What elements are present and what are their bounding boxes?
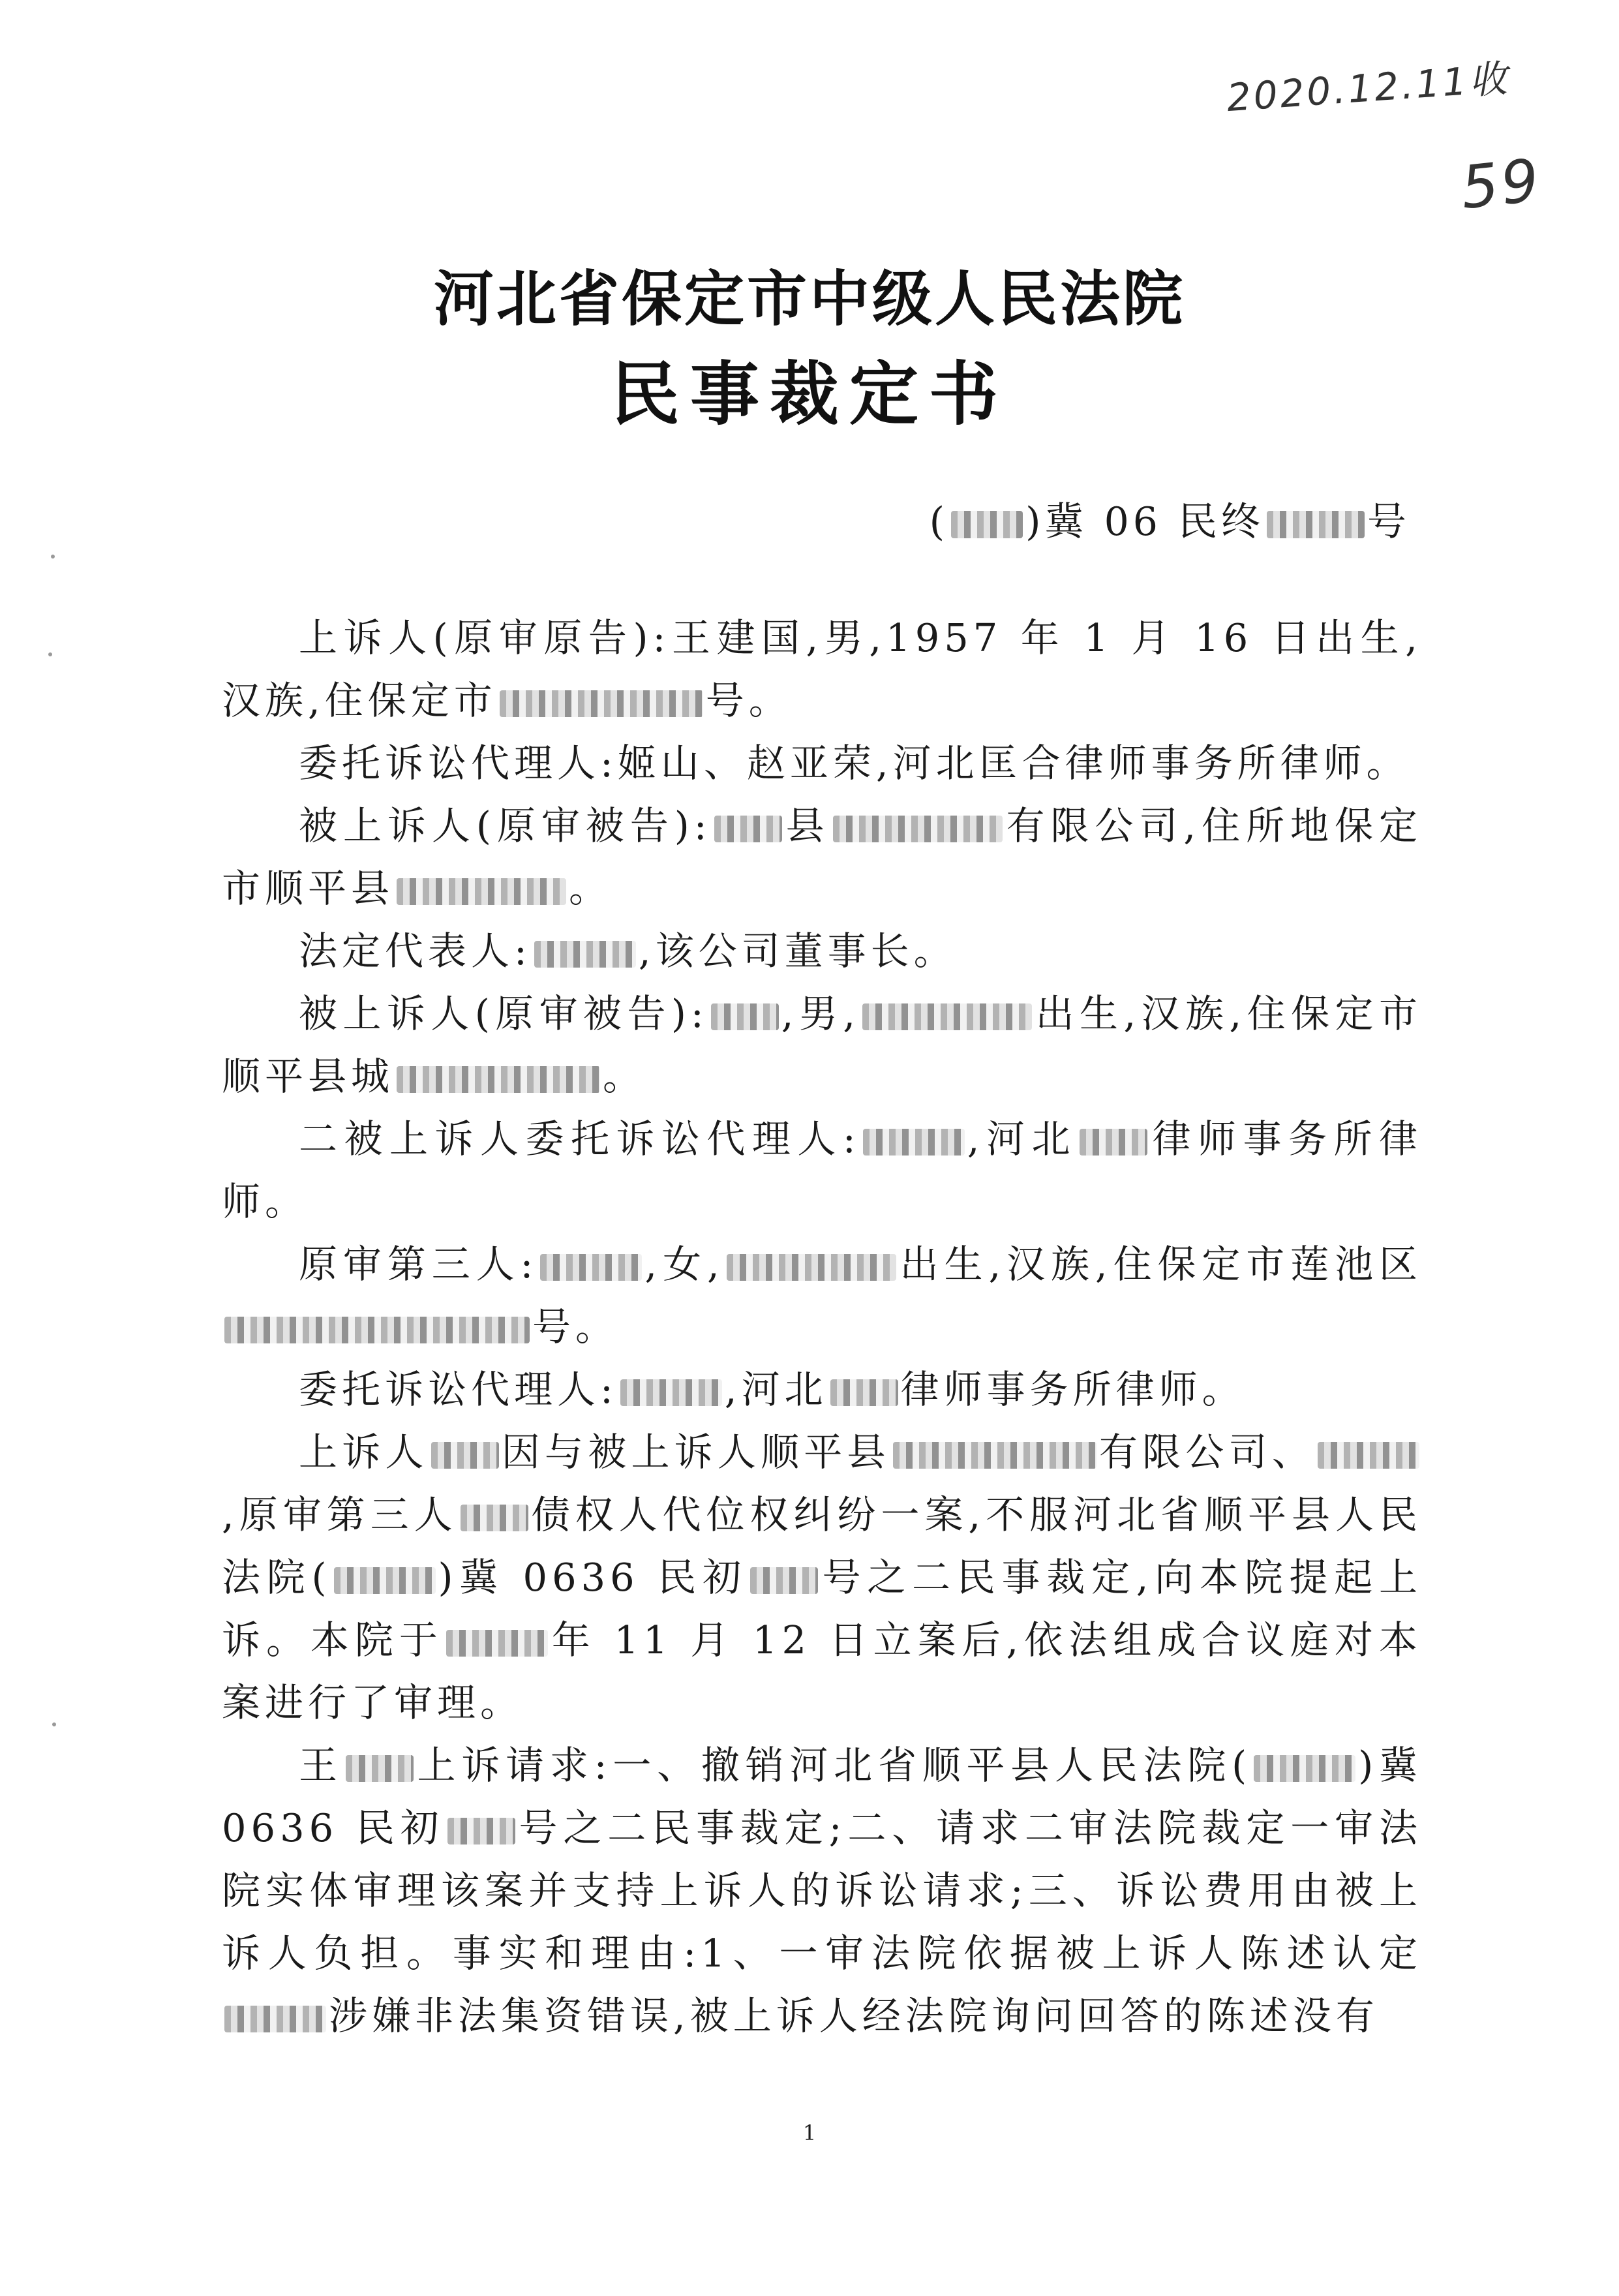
body-paragraph — [222, 1734, 1422, 2047]
paragraph-text: 有限公司、 — [1098, 1430, 1315, 1475]
redacted-text — [224, 1317, 530, 1343]
redacted-text — [534, 941, 636, 968]
redacted-text — [346, 1755, 414, 1782]
case-number-text-2: 号 — [1367, 499, 1410, 545]
body-paragraph — [222, 1233, 1422, 1358]
paragraph-text: 号之二民事裁定;二、请求二审法院裁定一审法院实体审理该案并支持上诉人的诉讼请求;三、诉讼费用由被上诉人负担。事实和理由:1、一审法院依据被上诉人陈述认定 — [222, 1805, 1422, 1976]
body-paragraph — [222, 1421, 1422, 1734]
redacted-text — [397, 878, 566, 905]
redacted-text — [540, 1254, 642, 1281]
paragraph-text: 被上诉人(原审被告): — [299, 991, 708, 1036]
body-paragraph — [222, 1358, 1422, 1421]
paragraph-text: ,男, — [781, 991, 860, 1036]
redacted-text — [431, 1442, 499, 1469]
page-number: 1 — [802, 2120, 817, 2145]
case-number-text-1: )冀 06 民终 — [1025, 499, 1264, 545]
paragraph-text: 律师事务所律师。 — [900, 1367, 1245, 1412]
paragraph-text: 委托诉讼代理人: — [299, 1367, 618, 1412]
redacted-text — [862, 1003, 1032, 1030]
handwritten-number: 59 — [1457, 145, 1545, 223]
redacted-text — [863, 1129, 965, 1156]
paragraph-text: 有限公司,住所地保定市顺平县 — [222, 803, 1422, 911]
handwritten-receipt-date: 2020.12.11收 — [1225, 55, 1511, 121]
scan-speck — [52, 1722, 56, 1726]
redacted-text — [1080, 1129, 1147, 1156]
scan-speck — [48, 652, 52, 656]
body-paragraph — [222, 732, 1422, 795]
redacted-text — [397, 1066, 600, 1093]
redacted-text — [446, 1630, 548, 1657]
paragraph-text: 。 — [569, 866, 613, 911]
paragraph-text: 涉嫌非法集资错误,被上诉人经法院询问回答的陈述没有 — [329, 1993, 1379, 2038]
paragraph-text: )冀 0636 民初 — [222, 1743, 1422, 1850]
redacted-text — [714, 816, 782, 842]
paragraph-text: 律师事务所律师。 — [222, 1116, 1422, 1224]
paragraph-text: 县 — [784, 803, 830, 848]
redacted-text — [830, 1379, 898, 1406]
body-paragraph — [222, 795, 1422, 920]
paragraph-text: 出生,汉族,住保定市莲池区 — [898, 1242, 1422, 1287]
redacted-text — [620, 1379, 722, 1406]
paragraph-text: 号。 — [705, 678, 792, 723]
paragraph-text: 号。 — [532, 1304, 619, 1349]
redacted-text — [334, 1567, 436, 1594]
redacted-text — [727, 1254, 896, 1281]
body-paragraph — [222, 607, 1422, 732]
paragraph-text: ,该公司董事长。 — [638, 928, 957, 973]
redacted-text — [750, 1567, 818, 1594]
paragraph-text: 出生,汉族,住保定市顺平县城 — [222, 991, 1422, 1099]
redacted-text — [500, 690, 703, 717]
court-name: 河北省保定市中级人民法院 — [433, 264, 1185, 334]
redacted-case-serial — [1267, 511, 1365, 538]
body-paragraph — [222, 983, 1422, 1108]
paragraph-text: ,原审第三人 — [222, 1492, 458, 1537]
redacted-text — [1254, 1755, 1355, 1782]
body-paragraph — [222, 1108, 1422, 1233]
paragraph-text: 原审第三人: — [299, 1242, 538, 1287]
scan-speck — [51, 555, 55, 559]
paragraph-text: 号之二民事裁定,向本院提起上诉。本院于 — [222, 1555, 1422, 1662]
paragraph-text: 上诉人 — [299, 1430, 429, 1475]
paragraph-text: 二被上诉人委托诉讼代理人: — [299, 1116, 860, 1161]
paragraph-text: ,河北 — [724, 1367, 828, 1412]
paragraph-text: 年 11 月 12 日立案后,依法组成合议庭对本案进行了审理。 — [222, 1617, 1422, 1725]
paragraph-text: 。 — [603, 1054, 646, 1099]
redacted-text — [447, 1818, 515, 1844]
paragraph-text: ,女, — [644, 1242, 724, 1287]
redacted-text — [893, 1442, 1097, 1469]
paragraph-text: 法定代表人: — [299, 928, 532, 973]
redacted-text — [711, 1003, 779, 1030]
paragraph-text: 因与被上诉人顺平县 — [501, 1430, 890, 1475]
paragraph-text: )冀 0636 民初 — [438, 1555, 748, 1600]
paragraph-text: ,河北 — [967, 1116, 1078, 1161]
redacted-text — [224, 2006, 326, 2032]
redacted-text — [1318, 1442, 1419, 1469]
document-body — [222, 607, 1422, 2047]
redacted-text — [461, 1505, 528, 1531]
body-paragraph — [222, 920, 1422, 983]
case-number — [930, 491, 1410, 547]
document-title: 民事裁定书 — [611, 354, 1008, 435]
paragraph-text: 上诉请求:一、撤销河北省顺平县人民法院( — [416, 1743, 1252, 1788]
paragraph-text: 上诉人(原审原告):王建国,男,1957 年 1 月 16 日出生,汉族,住保定市 — [222, 615, 1422, 723]
paragraph-text: 债权人代位权纠纷一案,不服河北省顺平县人民法院( — [222, 1492, 1422, 1600]
paragraph-text: 委托诉讼代理人:姬山、赵亚荣,河北匡合律师事务所律师。 — [299, 741, 1410, 786]
paragraph-text: 王 — [299, 1743, 343, 1788]
case-number-open-paren: ( — [929, 499, 949, 545]
redacted-text — [833, 816, 1003, 842]
paragraph-text: 被上诉人(原审被告): — [299, 803, 712, 848]
redacted-year — [951, 511, 1023, 538]
